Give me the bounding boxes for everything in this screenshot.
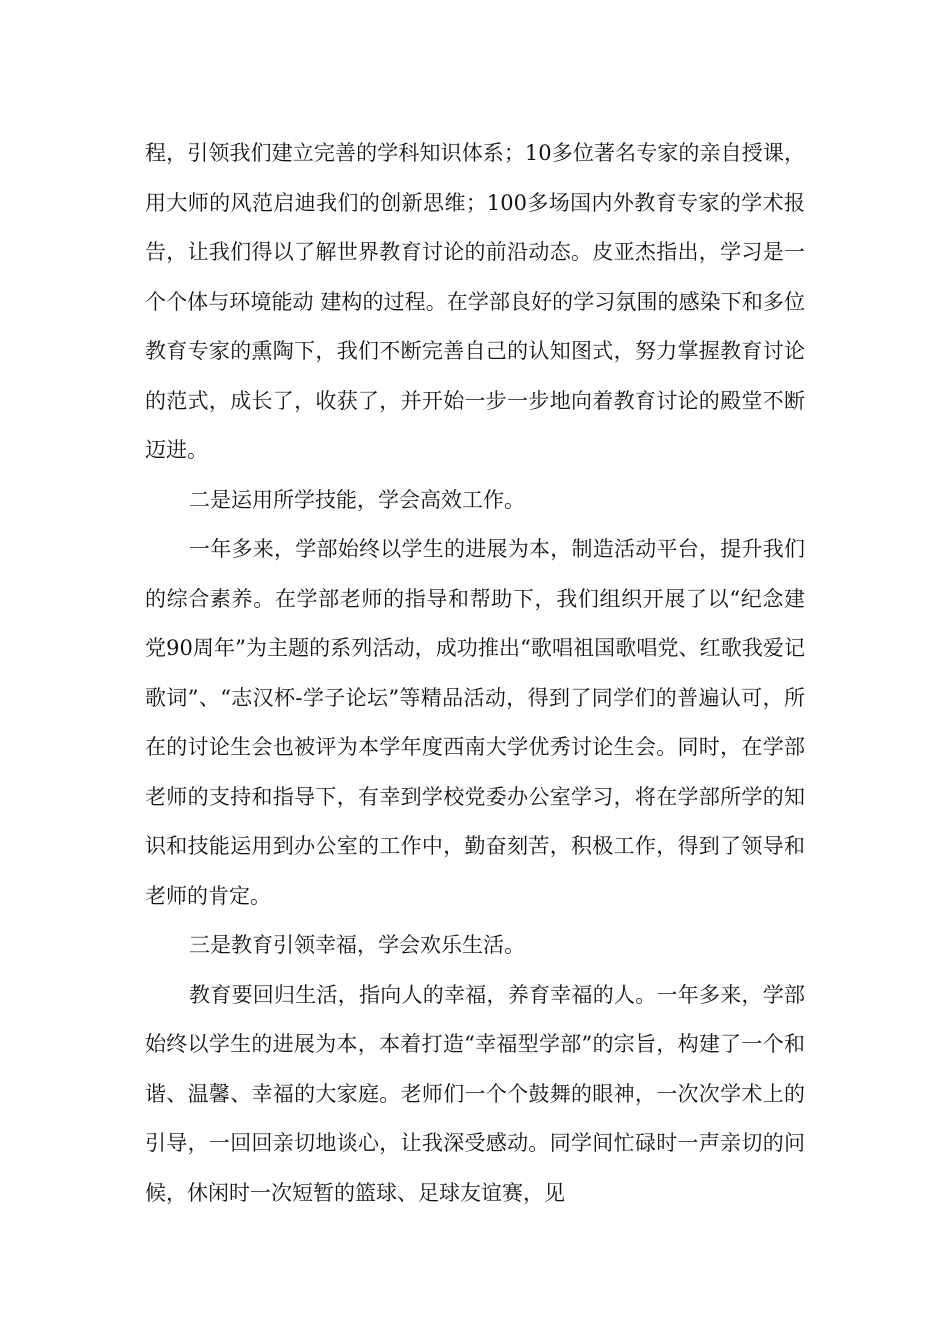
paragraph-4-heading: 三是教育引领幸福，学会欢乐生活。 — [189, 933, 525, 957]
document-body — [145, 129, 805, 1218]
paragraph-1: 程，引领我们建立完善的学科知识体系；10多位著名专家的亲自授课，用大师的风范启迪我们的创新思维；100多场国内外教育专家的学术报告，让我们得以了解世界教育讨论的前沿动态。皮亚杰指出，学习是一个个体与环境能动 建构的过程。在学部良好的学习氛围的感染下和多位教育专家的熏陶下，我们不断完善自己的认知图式，努力掌握教育讨论的范式，成长了，收获了，并开始一步一步地向着教育讨论的殿堂不断迈进。 — [145, 141, 805, 462]
paragraph-3: 一年多来，学部始终以学生的进展为本，制造活动平台，提升我们的综合素养。在学部老师的指导和帮助下，我们组织开展了以“纪念建党90周年”为主题的系列活动，成功推出“歌唱祖国歌唱党、红歌我爱记歌词”、“志汉杯-学子论坛”等精品活动，得到了同学们的普遍认可，所在的讨论生会也被评为本学年度西南大学优秀讨论生会。同时，在学部老师的支持和指导下，有幸到学校党委办公室学习，将在学部所学的知识和技能运用到办公室的工作中，勤奋刻苦，积极工作，得到了领导和老师的肯定。 — [145, 537, 805, 908]
paragraph-2-heading: 二是运用所学技能，学会高效工作。 — [189, 487, 525, 512]
paragraph-5: 教育要回归生活，指向人的幸福，养育幸福的人。一年多来，学部始终以学生的进展为本，本着打造“幸福型学部”的宗旨，构建了一个和谐、温馨、幸福的大家庭。老师们一个个鼓舞的眼神，一次次学术上的引导，一回回亲切地谈心，让我深受感动。同学间忙碌时一声亲切的问候，休闲时一次短暂的篮球、足球友谊赛，见 — [145, 982, 805, 1205]
